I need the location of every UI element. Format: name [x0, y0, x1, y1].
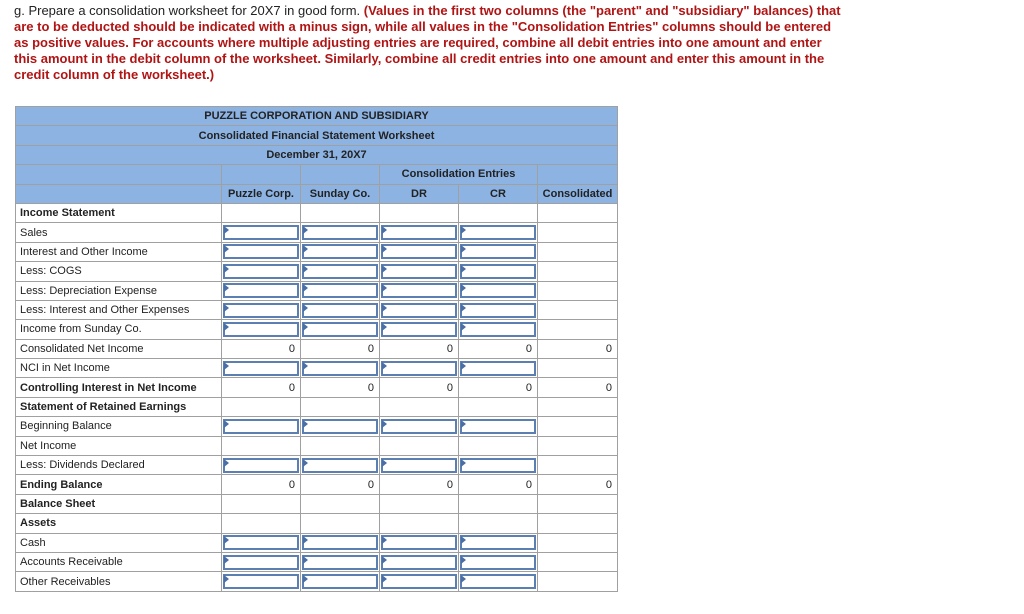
input-puzzle-corp[interactable]: [223, 283, 299, 298]
worksheet-row: [16, 339, 618, 358]
worksheet-row: [16, 320, 618, 339]
input-cr[interactable]: [460, 283, 536, 298]
input-cr[interactable]: [460, 264, 536, 279]
cell-puzzle-corp: [222, 281, 301, 300]
empty-cell: [538, 436, 618, 455]
empty-cell: [380, 494, 459, 513]
cell-dr: [380, 359, 459, 378]
input-sunday-co[interactable]: [302, 458, 378, 473]
total-puzzle-corp: 0: [222, 475, 301, 494]
row-label: Other Receivables: [16, 572, 222, 591]
input-sunday-co[interactable]: [302, 244, 378, 259]
cell-sunday-co: [301, 456, 380, 475]
cell-cr: [459, 456, 538, 475]
column-header-dr: DR: [380, 184, 459, 203]
cell-cr: [459, 320, 538, 339]
total-puzzle-corp: 0: [222, 339, 301, 358]
empty-cell: [380, 397, 459, 416]
input-marker-icon: [461, 536, 466, 544]
input-marker-icon: [461, 245, 466, 253]
empty-cell: [301, 397, 380, 416]
input-dr[interactable]: [381, 361, 457, 376]
input-cr[interactable]: [460, 535, 536, 550]
input-puzzle-corp[interactable]: [223, 419, 299, 434]
column-header-consolidated: Consolidated: [538, 184, 618, 203]
input-marker-icon: [382, 536, 387, 544]
cell-dr: [380, 533, 459, 552]
input-marker-icon: [303, 304, 308, 312]
empty-cell: [301, 203, 380, 222]
input-marker-icon: [224, 226, 229, 234]
cell-puzzle-corp: [222, 552, 301, 571]
input-puzzle-corp[interactable]: [223, 574, 299, 589]
empty-cell: [538, 533, 618, 552]
input-dr[interactable]: [381, 322, 457, 337]
empty-cell: [301, 514, 380, 533]
input-cr[interactable]: [460, 303, 536, 318]
row-label: Accounts Receivable: [16, 552, 222, 571]
input-marker-icon: [303, 575, 308, 583]
empty-cell: [459, 397, 538, 416]
input-cr[interactable]: [460, 244, 536, 259]
worksheet-row: [16, 300, 618, 319]
cell-cr: [459, 572, 538, 591]
worksheet-row: [16, 397, 618, 416]
worksheet-row: [16, 359, 618, 378]
empty-cell: [538, 514, 618, 533]
input-marker-icon: [461, 575, 466, 583]
empty-cell: [538, 262, 618, 281]
cell-puzzle-corp: [222, 572, 301, 591]
column-header-puzzle-corp: Puzzle Corp.: [222, 184, 301, 203]
input-marker-icon: [224, 459, 229, 467]
empty-cell: [538, 359, 618, 378]
empty-cell: [538, 320, 618, 339]
cell-cr: [459, 533, 538, 552]
input-puzzle-corp[interactable]: [223, 264, 299, 279]
input-marker-icon: [382, 362, 387, 370]
empty-cell: [222, 494, 301, 513]
cell-cr: [459, 552, 538, 571]
input-sunday-co[interactable]: [302, 303, 378, 318]
cell-sunday-co: [301, 242, 380, 261]
input-sunday-co[interactable]: [302, 535, 378, 550]
input-cr[interactable]: [460, 555, 536, 570]
row-label: Less: Depreciation Expense: [16, 281, 222, 300]
input-marker-icon: [382, 323, 387, 331]
input-marker-icon: [224, 420, 229, 428]
section-label: Income Statement: [16, 203, 222, 222]
worksheet-row: [16, 533, 618, 552]
cell-puzzle-corp: [222, 417, 301, 436]
worksheet-row: [16, 242, 618, 261]
input-marker-icon: [461, 459, 466, 467]
input-cr[interactable]: [460, 419, 536, 434]
total-dr: 0: [380, 378, 459, 397]
cell-dr: [380, 417, 459, 436]
row-label: Ending Balance: [16, 475, 222, 494]
cell-dr: [380, 456, 459, 475]
input-marker-icon: [461, 304, 466, 312]
input-sunday-co[interactable]: [302, 225, 378, 240]
row-label: Less: Dividends Declared: [16, 456, 222, 475]
cell-puzzle-corp: [222, 320, 301, 339]
input-marker-icon: [303, 556, 308, 564]
cell-sunday-co: [301, 552, 380, 571]
cell-puzzle-corp: [222, 456, 301, 475]
input-sunday-co[interactable]: [302, 555, 378, 570]
input-cr[interactable]: [460, 225, 536, 240]
input-puzzle-corp[interactable]: [223, 458, 299, 473]
cell-cr: [459, 242, 538, 261]
input-marker-icon: [303, 362, 308, 370]
empty-cell: [538, 494, 618, 513]
input-cr[interactable]: [460, 322, 536, 337]
worksheet-row: [16, 417, 618, 436]
worksheet-row: [16, 262, 618, 281]
empty-cell: [380, 514, 459, 533]
input-puzzle-corp[interactable]: [223, 244, 299, 259]
input-marker-icon: [382, 245, 387, 253]
header-blank: [16, 184, 222, 203]
row-label: Sales: [16, 223, 222, 242]
input-cr[interactable]: [460, 574, 536, 589]
input-dr[interactable]: [381, 574, 457, 589]
cell-dr: [380, 572, 459, 591]
header-blank: [222, 165, 301, 184]
input-marker-icon: [224, 323, 229, 331]
input-marker-icon: [382, 459, 387, 467]
input-marker-icon: [461, 226, 466, 234]
input-marker-icon: [382, 284, 387, 292]
input-puzzle-corp[interactable]: [223, 303, 299, 318]
input-sunday-co[interactable]: [302, 264, 378, 279]
total-sunday-co: 0: [301, 475, 380, 494]
cell-dr: [380, 223, 459, 242]
cell-sunday-co: [301, 533, 380, 552]
total-sunday-co: 0: [301, 378, 380, 397]
input-puzzle-corp[interactable]: [223, 535, 299, 550]
column-header-cr: CR: [459, 184, 538, 203]
input-marker-icon: [303, 323, 308, 331]
input-sunday-co[interactable]: [302, 361, 378, 376]
total-sunday-co: 0: [301, 339, 380, 358]
empty-cell: [538, 242, 618, 261]
cell-cr: [459, 281, 538, 300]
worksheet-subtitle: Consolidated Financial Statement Worksheet: [16, 126, 618, 145]
input-marker-icon: [382, 265, 387, 273]
cell-puzzle-corp: [222, 262, 301, 281]
input-puzzle-corp[interactable]: [223, 361, 299, 376]
empty-cell: [538, 281, 618, 300]
input-puzzle-corp[interactable]: [223, 225, 299, 240]
row-label: Controlling Interest in Net Income: [16, 378, 222, 397]
empty-cell: [459, 203, 538, 222]
worksheet-row: [16, 436, 618, 455]
input-marker-icon: [303, 536, 308, 544]
row-label: Consolidated Net Income: [16, 339, 222, 358]
instructions-lead: g. Prepare a consolidation worksheet for 20X7 in good form.: [14, 3, 364, 18]
cell-sunday-co: [301, 359, 380, 378]
empty-cell: [538, 552, 618, 571]
cell-puzzle-corp: [222, 242, 301, 261]
input-sunday-co[interactable]: [302, 419, 378, 434]
empty-cell: [459, 514, 538, 533]
section-label: Statement of Retained Earnings: [16, 397, 222, 416]
input-sunday-co[interactable]: [302, 322, 378, 337]
total-consolidated: 0: [538, 339, 618, 358]
section-label: Balance Sheet: [16, 494, 222, 513]
cell-cr: [459, 359, 538, 378]
cell-sunday-co: [301, 262, 380, 281]
input-dr[interactable]: [381, 535, 457, 550]
input-dr[interactable]: [381, 264, 457, 279]
input-marker-icon: [224, 245, 229, 253]
cell-dr: [380, 300, 459, 319]
cell-cr: [459, 417, 538, 436]
input-dr[interactable]: [381, 303, 457, 318]
cell-dr: [380, 242, 459, 261]
row-label: Less: COGS: [16, 262, 222, 281]
total-consolidated: 0: [538, 378, 618, 397]
input-dr[interactable]: [381, 458, 457, 473]
worksheet-row: [16, 514, 618, 533]
empty-cell: [222, 397, 301, 416]
worksheet-row: [16, 223, 618, 242]
cell-sunday-co: [301, 281, 380, 300]
input-marker-icon: [461, 284, 466, 292]
cell-dr: [380, 320, 459, 339]
total-cr: 0: [459, 378, 538, 397]
cell-cr: [459, 262, 538, 281]
row-label: Beginning Balance: [16, 417, 222, 436]
input-puzzle-corp[interactable]: [223, 555, 299, 570]
worksheet-row: [16, 281, 618, 300]
worksheet-row: [16, 494, 618, 513]
input-marker-icon: [382, 420, 387, 428]
input-marker-icon: [461, 362, 466, 370]
cell-sunday-co: [301, 417, 380, 436]
input-sunday-co[interactable]: [302, 574, 378, 589]
total-puzzle-corp: 0: [222, 378, 301, 397]
input-marker-icon: [224, 575, 229, 583]
empty-cell: [538, 203, 618, 222]
cell-puzzle-corp: [222, 533, 301, 552]
worksheet-row: [16, 203, 618, 222]
empty-cell: [459, 494, 538, 513]
worksheet-row: [16, 552, 618, 571]
instructions-note: (Values in the first two columns (the "parent" and "subsidiary" balances) that are to be deducted should be indicated with a minus sign, while all values in the "Consolidation Entries" columns should be entered as positive values. For accounts where multiple adjusting entries are required, combine all debit entries into one amount and enter this amount in the debit column of the worksheet. Similarly, combine all credit entries into one amount and enter this amount in the credit column of the worksheet.): [14, 3, 841, 82]
cell-dr: [380, 262, 459, 281]
section-label: Assets: [16, 514, 222, 533]
empty-cell: [380, 436, 459, 455]
empty-cell: [301, 436, 380, 455]
row-label: NCI in Net Income: [16, 359, 222, 378]
worksheet-title: PUZZLE CORPORATION AND SUBSIDIARY: [16, 107, 618, 126]
input-marker-icon: [224, 362, 229, 370]
input-marker-icon: [224, 304, 229, 312]
row-label: Net Income: [16, 436, 222, 455]
row-label: Cash: [16, 533, 222, 552]
input-marker-icon: [303, 420, 308, 428]
row-label: Less: Interest and Other Expenses: [16, 300, 222, 319]
input-marker-icon: [382, 226, 387, 234]
input-dr[interactable]: [381, 225, 457, 240]
input-marker-icon: [303, 226, 308, 234]
input-marker-icon: [461, 323, 466, 331]
header-blank: [538, 165, 618, 184]
input-marker-icon: [224, 284, 229, 292]
input-marker-icon: [303, 265, 308, 273]
row-label: Income from Sunday Co.: [16, 320, 222, 339]
cell-sunday-co: [301, 320, 380, 339]
instructions: [14, 3, 844, 83]
input-marker-icon: [461, 556, 466, 564]
input-marker-icon: [303, 284, 308, 292]
total-dr: 0: [380, 339, 459, 358]
worksheet-row: [16, 572, 618, 591]
input-marker-icon: [382, 556, 387, 564]
cell-dr: [380, 552, 459, 571]
header-blank: [16, 165, 222, 184]
input-marker-icon: [224, 556, 229, 564]
input-marker-icon: [461, 420, 466, 428]
total-cr: 0: [459, 339, 538, 358]
worksheet-row: [16, 378, 618, 397]
cell-puzzle-corp: [222, 359, 301, 378]
input-sunday-co[interactable]: [302, 283, 378, 298]
worksheet-row: [16, 475, 618, 494]
header-blank: [301, 165, 380, 184]
column-header-sunday-co: Sunday Co.: [301, 184, 380, 203]
row-label: Interest and Other Income: [16, 242, 222, 261]
cell-cr: [459, 223, 538, 242]
empty-cell: [222, 436, 301, 455]
input-marker-icon: [382, 575, 387, 583]
empty-cell: [222, 514, 301, 533]
empty-cell: [380, 203, 459, 222]
input-cr[interactable]: [460, 458, 536, 473]
total-consolidated: 0: [538, 475, 618, 494]
empty-cell: [459, 436, 538, 455]
empty-cell: [538, 456, 618, 475]
cell-sunday-co: [301, 572, 380, 591]
consolidation-entries-header: Consolidation Entries: [380, 165, 538, 184]
input-marker-icon: [303, 459, 308, 467]
input-dr[interactable]: [381, 555, 457, 570]
empty-cell: [301, 494, 380, 513]
input-dr[interactable]: [381, 283, 457, 298]
cell-sunday-co: [301, 223, 380, 242]
consolidation-worksheet: [15, 106, 618, 592]
input-cr[interactable]: [460, 361, 536, 376]
input-puzzle-corp[interactable]: [223, 322, 299, 337]
empty-cell: [538, 397, 618, 416]
total-cr: 0: [459, 475, 538, 494]
input-dr[interactable]: [381, 419, 457, 434]
empty-cell: [538, 417, 618, 436]
empty-cell: [222, 203, 301, 222]
cell-sunday-co: [301, 300, 380, 319]
input-marker-icon: [224, 265, 229, 273]
empty-cell: [538, 300, 618, 319]
cell-puzzle-corp: [222, 300, 301, 319]
input-marker-icon: [224, 536, 229, 544]
input-marker-icon: [303, 245, 308, 253]
worksheet-date: December 31, 20X7: [16, 145, 618, 164]
input-marker-icon: [461, 265, 466, 273]
cell-dr: [380, 281, 459, 300]
total-dr: 0: [380, 475, 459, 494]
cell-cr: [459, 300, 538, 319]
worksheet-row: [16, 456, 618, 475]
cell-puzzle-corp: [222, 223, 301, 242]
empty-cell: [538, 572, 618, 591]
empty-cell: [538, 223, 618, 242]
input-marker-icon: [382, 304, 387, 312]
input-dr[interactable]: [381, 244, 457, 259]
